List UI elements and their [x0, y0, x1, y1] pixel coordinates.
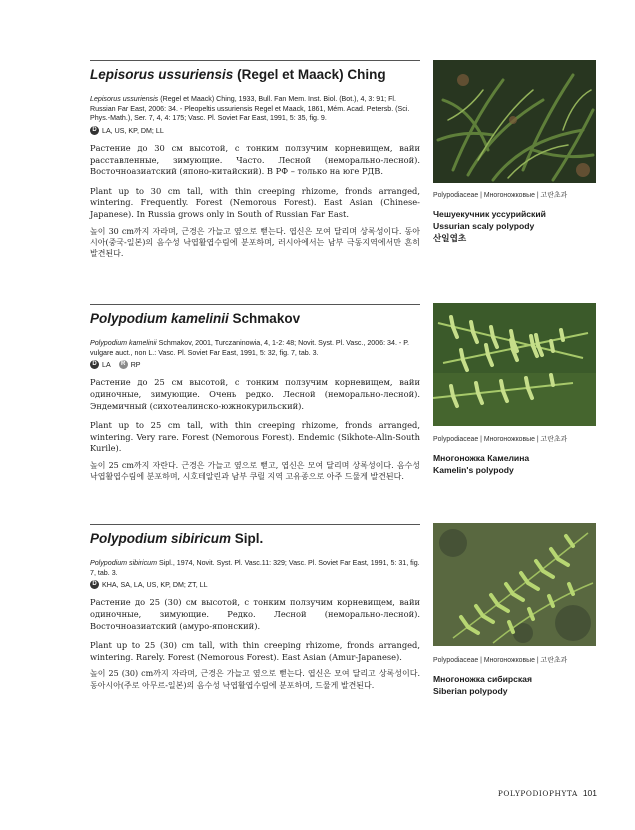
caption-kamelinii	[433, 433, 613, 476]
synonymy	[90, 95, 420, 124]
family-line: Polypodiaceae | Многоножковые | 고란초과	[433, 436, 568, 443]
synonymy	[90, 339, 420, 358]
description-ko: 높이 30 cm까지 자라며, 근경은 가늘고 옆으로 뻗는다. 엽신은 모여 달리며 상록성이다. 동아시아(중국-일본)의 음수성 낙엽활엽수림에 분포하며, 러시아에서는 남부 극동지역에서만 흔히 발견된다.	[90, 226, 420, 259]
common-name-ru: Чешуекучник уссурийский	[433, 209, 546, 219]
section-divider	[90, 304, 420, 305]
description-en: Plant up to 25 (30) cm tall, with thin creeping rhizome, fronds arranged, wintering. Rarely. Forest (Nemorous Forest). East Asian (Amur-Japanese).	[90, 640, 420, 662]
distribution-regions: KHA, SA, LA, US, KP, DM; ZT, LL	[102, 580, 208, 589]
distribution	[90, 360, 420, 369]
scientific-name: Lepisorus ussuriensis	[90, 67, 234, 82]
scientific-name: Polypodium kamelinii	[90, 311, 229, 326]
entry-polypodium-kamelinii	[90, 304, 420, 483]
species-title	[90, 67, 420, 82]
distribution-regions: LA	[102, 360, 111, 369]
description-ko: 높이 25 cm까지 자란다. 근경은 가늘고 옆으로 뻗고, 엽신은 모여 달리며 상록성이다. 음수성 낙엽활엽수림에 분포하며, 시호테알린과 남부 쿠릴 지역 고유종으로 아주 드물게 발견된다.	[90, 460, 420, 482]
common-name-ru: Многоножка сибирская	[433, 674, 532, 684]
distribution	[90, 580, 420, 589]
section-divider	[90, 524, 420, 525]
section-label: POLYPODIOPHYTA	[497, 789, 578, 798]
species-title	[90, 311, 420, 326]
author-citation: (Regel et Maack) Ching	[237, 67, 386, 82]
description-ru: Растение до 25 (30) см высотой, с тонким ползучим корневищем, вайи одиночные, зимующие. Редко. Лесной (неморально-лесной). Восточноазиатский (амуро-японский).	[90, 597, 420, 631]
author-citation: Sipl.	[234, 531, 264, 546]
distribution	[90, 126, 420, 135]
page-footer	[498, 788, 597, 798]
distribution-regions-rare: RP	[130, 360, 141, 369]
entry-polypodium-sibiricum	[90, 524, 420, 691]
common-name-en: Siberian polypody	[433, 686, 508, 696]
fern-photo-sibiricum	[433, 523, 596, 646]
common-name-ko: 산일엽초	[433, 233, 467, 243]
entry-lepisorus-ussuriensis	[90, 60, 420, 260]
species-title	[90, 531, 420, 546]
synonymy-name: Polypodium sibiricum	[90, 559, 158, 567]
distribution-regions: LA, US, KP, DM; LL	[102, 126, 164, 135]
scientific-name: Polypodium sibiricum	[90, 531, 232, 546]
synonymy-name: Lepisorus ussuriensis	[90, 95, 159, 103]
common-name-ru: Многоножка Камелина	[433, 453, 530, 463]
common-name-en: Ussurian scaly polypody	[433, 221, 535, 231]
synonymy-text: (Regel et Maack) Ching, 1933, Bull. Fan Mem. Inst. Biol. (Bot.), 4, 3: 91; Fl. Russian Far East, 2006: 34. - Pleopeltis ussuriensis Regel et Maack, 1861, Mém. Acad. Petersb. (Sci. Phys.-Math.), Ser. 7, 4, 4: 175; Vasc. Pl. Soviet Far East, 1991, 5: 35, fig. 9.	[90, 95, 410, 123]
common-names	[433, 673, 613, 697]
status-badge-rare: R	[119, 360, 128, 369]
fern-photo-kamelinii	[433, 303, 596, 426]
synonymy-name: Polypodium kamelinii	[90, 339, 157, 347]
synonymy-text: Sipl., 1974, Novit. Syst. Pl. Vasc.11: 329; Vasc. Pl. Soviet Far East, 1991, 5: 31, fig. 7, tab. 3.	[90, 559, 420, 577]
common-name-en: Kamelin's polypody	[433, 465, 514, 475]
family-line: Polypodiaceae | Многоножковые | 고란초과	[433, 192, 568, 199]
caption-sibiricum	[433, 654, 613, 697]
description-en: Plant up to 30 cm tall, with thin creeping rhizome, fronds arranged, wintering. Frequently. Forest (Nemorous Forest). East Asian (Chinese-Japanese). In Russia grows only in South of Russian Far East.	[90, 185, 420, 220]
common-names	[433, 208, 613, 244]
description-ru: Растение до 30 см высотой, с тонким ползучим корневищем, вайи расставленные, зимующие. Часто. Лесной (неморально-лесной). Восточноазиатский (японо-китайский). В РФ – только на юге РДВ.	[90, 143, 420, 177]
common-names	[433, 452, 613, 476]
status-badge: D	[90, 360, 99, 369]
status-badge: D	[90, 580, 99, 589]
synonymy-text: Schmakov, 2001, Turczaninowia, 4, 1-2: 48; Novit. Syst. Pl. Vasc., 2006: 34. - P. vulgare auct., non L.: Vasc. Pl. Soviet Far East, 1991, 5: 32, fig. 7, tab. 3.	[90, 339, 409, 357]
author-citation: Schmakov	[232, 311, 301, 326]
description-ko: 높이 25 (30) cm까지 자라며, 근경은 가늘고 옆으로 뻗는다. 엽신은 모여 달리고 상록성이다. 동아시아(주로 아무르-일본)의 음수성 낙엽활엽수림에 분포하며, 드물게 발견된다.	[90, 669, 420, 690]
description-en: Plant up to 25 cm tall, with thin creeping rhizome, fronds arranged, wintering. Very rare. Forest (Nemorous Forest). Endemic (Sikhote-Alin-South Kurile).	[90, 420, 420, 454]
synonymy	[90, 559, 420, 578]
caption-lepisorus	[433, 189, 613, 244]
page-number: 101	[582, 788, 597, 798]
section-divider	[90, 60, 420, 61]
status-badge: D	[90, 126, 99, 135]
fern-photo-lepisorus	[433, 60, 596, 183]
family-line: Polypodiaceae | Многоножковые | 고란초과	[433, 657, 568, 664]
description-ru: Растение до 25 см высотой, с тонким ползучим корневищем, вайи одиночные, зимующие. Очень редко. Лесной (неморально-лесной). Эндемичный (сихотеалинско-южнокурильский).	[90, 377, 420, 411]
